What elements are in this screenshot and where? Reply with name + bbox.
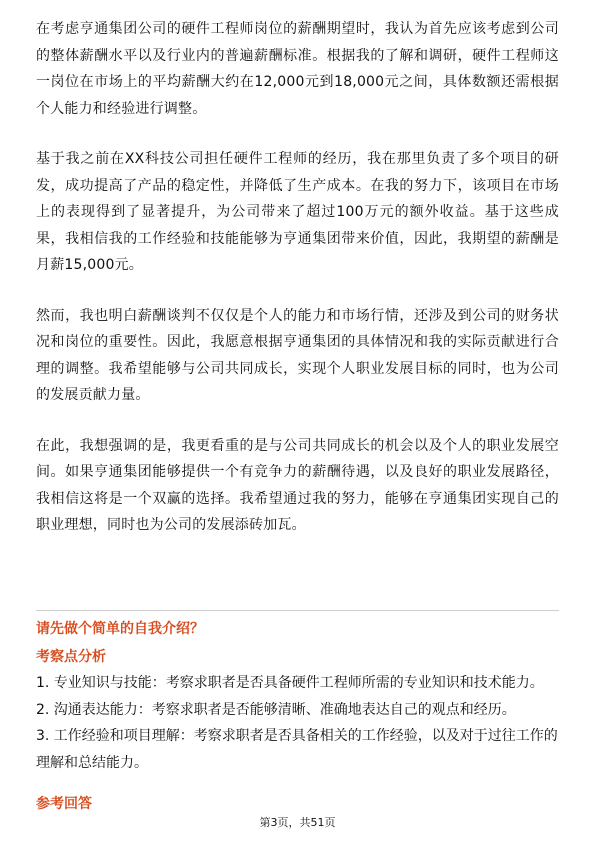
analysis-heading: 考察点分析: [36, 649, 106, 665]
paragraph: 在此，我想强调的是，我更看重的是与公司共同成长的机会以及个人的职业发展空间。如果亨通集团能够提供一个有竞争力的薪酬待遇，以及良好的职业发展路径，我相信这将是一个双赢的选择。我希望通过我的努力，能够在亨通集团实现自己的职业理想，同时也为公司的发展添砖加瓦。: [36, 437, 559, 533]
paragraph: 在考虑亨通集团公司的硬件工程师岗位的薪酬期望时，我认为首先应该考虑到公司的整体薪酬水平以及行业内的普遍薪酬标准。根据我的了解和调研，硬件工程师这一岗位在市场上的平均薪酬大约在12,000元到18,000元之间，具体数额还需根据个人能力和经验进行调整。: [36, 21, 559, 117]
list-item: 2. 沟通表达能力：考察求职者是否能够清晰、准确地表达自己的观点和经历。: [36, 701, 516, 718]
list-item: 3. 工作经验和项目理解：考察求职者是否具备相关的工作经验，以及对于过往工作的理解和总结能力。: [36, 728, 558, 771]
page-number: 第3页，共51页: [259, 816, 336, 829]
paragraph: 然而，我也明白薪酬谈判不仅仅是个人的能力和市场行情，还涉及到公司的财务状况和岗位的重要性。因此，我愿意根据亨通集团的具体情况和我的实际贡献进行合理的调整。我希望能够与公司共同成长，实现个人职业发展目标的同时，也为公司的发展贡献力量。: [36, 307, 559, 403]
answer-body: [36, 16, 559, 539]
paragraph: 基于我之前在XX科技公司担任硬件工程师的经历，我在那里负责了多个项目的研发，成功提高了产品的稳定性，并降低了生产成本。在我的努力下，该项目在市场上的表现得到了显著提升，为公司带来了超过100万元的额外收益。基于这些成果，我相信我的工作经验和技能能够为亨通集团带来价值，因此，我期望的薪酬是月薪15,000元。: [36, 151, 559, 273]
list-item: 1. 专业知识与技能：考察求职者是否具备硬件工程师所需的专业知识和技术能力。: [36, 675, 544, 691]
question-heading: 请先做个简单的自我介绍？: [36, 621, 204, 637]
reference-answer-heading: 参考回答: [36, 796, 92, 812]
section-divider: [36, 610, 559, 611]
analysis-list: [36, 670, 559, 776]
